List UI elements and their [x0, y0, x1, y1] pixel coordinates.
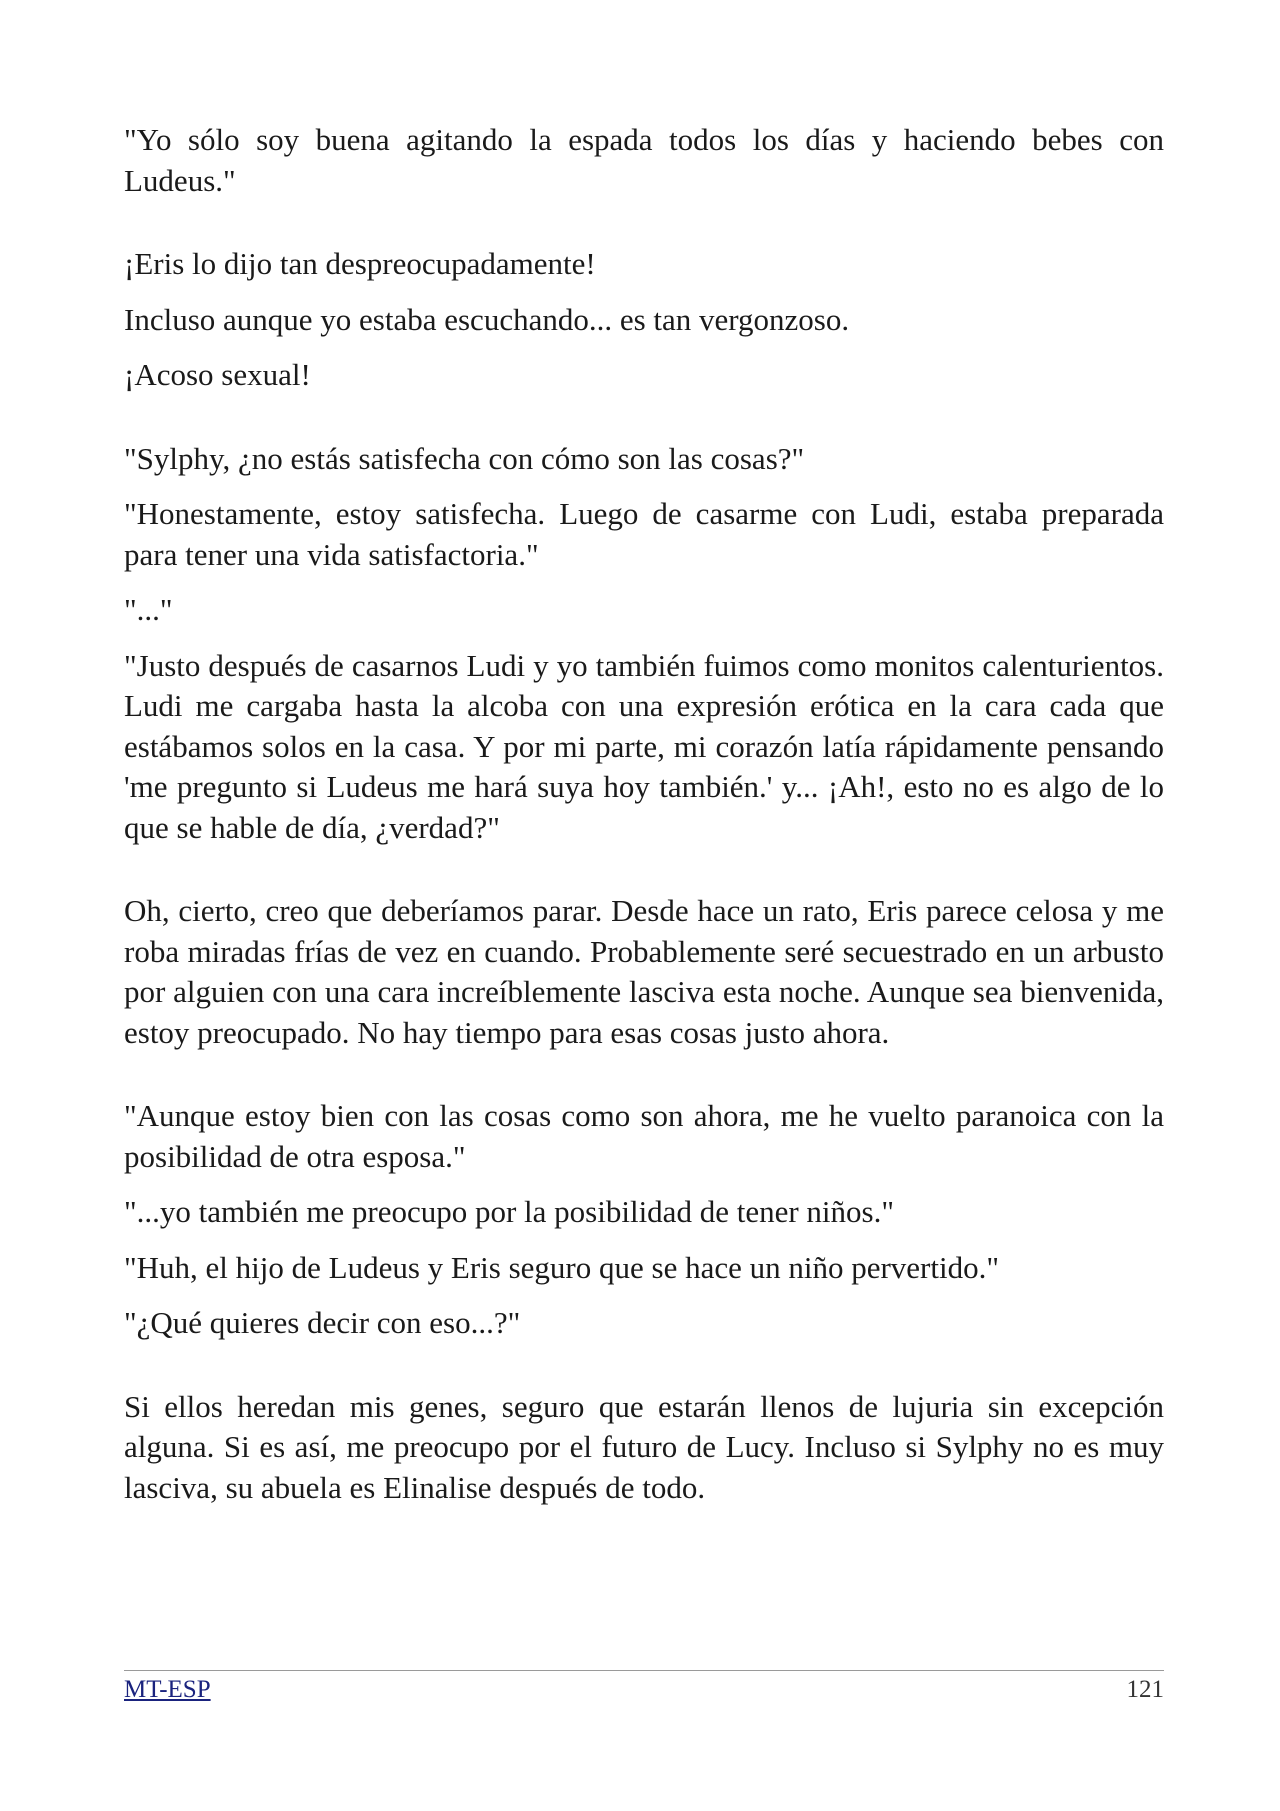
paragraph: Incluso aunque yo estaba escuchando... es tan vergonzoso.: [124, 301, 850, 337]
footer-link[interactable]: MT-ESP: [124, 1676, 211, 1703]
page-number: 121: [1126, 1676, 1164, 1703]
paragraph: Oh, cierto, creo que deberíamos parar. Desde hace un rato, Eris parece celosa y me roba miradas frías de vez en cuando. Probablemente seré secuestrado en un arbusto por alguien con una cara increíblemente lasciva esta noche. Aunque sea bienvenida, estoy preocupado. No hay tiempo para esas cosas justo ahora.: [124, 893, 1164, 1050]
paragraph: "Aunque estoy bien con las cosas como son ahora, me he vuelto paranoica con la posibilidad de otra esposa.": [124, 1098, 1164, 1174]
paragraph: "¿Qué quieres decir con eso...?": [124, 1305, 521, 1340]
paragraph: "Sylphy, ¿no estás satisfecha con cómo son las cosas?": [124, 440, 805, 476]
paragraph: "Justo después de casarnos Ludi y yo también fuimos como monitos calenturientos. Ludi me cargaba hasta la alcoba con una expresión erótica en la cara cada que estábamos solos en la casa. Y por mi parte, mi corazón latía rápidamente pensando 'me pregunto si Ludeus me hará suya hoy también.' y... ¡Ah!, esto no es algo de lo que se hable de día, ¿verdad?": [124, 647, 1164, 845]
paragraph: "Huh, el hijo de Ludeus y Eris seguro que se hace un niño pervertido.": [124, 1249, 1000, 1285]
paragraph: "...": [124, 592, 173, 627]
page-footer: [124, 1670, 1164, 1705]
paragraph: "Honestamente, estoy satisfecha. Luego de casarme con Ludi, estaba preparada para tener una vida satisfactoria.": [124, 496, 1164, 572]
page-body: [124, 120, 1164, 1508]
paragraph: ¡Eris lo dijo tan despreocupadamente!: [124, 246, 596, 281]
paragraph: "Yo sólo soy buena agitando la espada todos los días y haciendo bebes con Ludeus.": [124, 122, 1164, 198]
paragraph: ¡Acoso sexual!: [124, 357, 311, 392]
paragraph: Si ellos heredan mis genes, seguro que estarán llenos de lujuria sin excepción alguna. Si es así, me preocupo por el futuro de Lucy. Incluso si Sylphy no es muy lasciva, su abuela es Elinalise después de todo.: [124, 1388, 1164, 1505]
paragraph: "...yo también me preocupo por la posibilidad de tener niños.": [124, 1194, 894, 1229]
